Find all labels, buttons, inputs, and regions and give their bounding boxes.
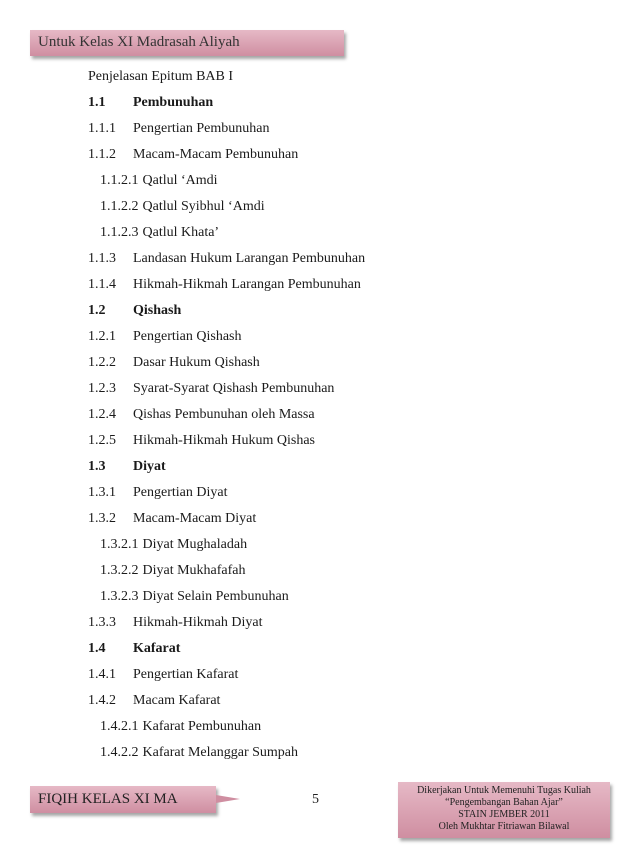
toc-item-number: 1.2.5 (88, 433, 116, 448)
toc-item (88, 272, 588, 298)
footer-credit-line: STAIN JEMBER 2011 (458, 809, 550, 820)
toc-item-number: 1.1.4 (88, 277, 116, 292)
toc-item-label: Qishas Pembunuhan oleh Massa (133, 407, 315, 422)
header-banner (30, 30, 344, 56)
toc-item-label: Qatlul Syibhul ‘Amdi (142, 199, 265, 214)
toc-intro-text: Penjelasan Epitum BAB I (88, 69, 234, 84)
toc-item-label: Kafarat Melanggar Sumpah (142, 745, 298, 760)
toc-item (88, 480, 588, 506)
toc-item (88, 376, 588, 402)
toc-item (88, 194, 588, 220)
toc-item-number: 1.2.2 (88, 355, 116, 370)
toc-item (88, 662, 588, 688)
toc-item-label: Kafarat (133, 641, 181, 656)
toc-item (88, 168, 588, 194)
toc-item (88, 506, 588, 532)
toc-item-number: 1.1.2.3 (100, 225, 139, 240)
toc-item (88, 402, 588, 428)
toc-item-label: Pembunuhan (133, 95, 214, 110)
toc-item-number: 1.3.2 (88, 511, 116, 526)
toc-item-label: Pengertian Kafarat (133, 667, 239, 682)
toc-item-label: Kafarat Pembunuhan (142, 719, 262, 734)
toc-item-number: 1.3.1 (88, 485, 116, 500)
toc-item-label: Pengertian Qishash (133, 329, 242, 344)
toc-item-number: 1.1 (88, 95, 106, 110)
toc-item (88, 350, 588, 376)
toc-item-number: 1.4.2 (88, 693, 116, 708)
toc-item-number: 1.1.2 (88, 147, 116, 162)
footer-course-label: FIQIH KELAS XI MA (38, 791, 178, 807)
toc-item-label: Dasar Hukum Qishash (133, 355, 260, 370)
toc-item-label: Diyat Mughaladah (142, 537, 248, 552)
toc-item (88, 714, 588, 740)
toc-item-label: Diyat (133, 459, 166, 474)
toc-item-number: 1.1.2.2 (100, 199, 139, 214)
toc-item-number: 1.1.1 (88, 121, 116, 136)
footer-credit-line: Dikerjakan Untuk Memenuhi Tugas Kuliah (417, 785, 591, 796)
toc-item-number: 1.4 (88, 641, 106, 656)
toc-item-number: 1.2.3 (88, 381, 116, 396)
toc-item (88, 428, 588, 454)
footer-credit-line: “Pengembangan Bahan Ajar” (445, 797, 563, 808)
toc-item (88, 324, 588, 350)
footer-credits-box (398, 782, 610, 838)
footer-credit-line: Oleh Mukhtar Fitriawan Bilawal (438, 821, 570, 832)
toc-item-label: Landasan Hukum Larangan Pembunuhan (133, 251, 366, 266)
toc-item (88, 220, 588, 246)
toc-item (88, 740, 588, 766)
toc-item-label: Qatlul Khata’ (142, 225, 220, 240)
toc-item-label: Hikmah-Hikmah Diyat (133, 615, 263, 630)
toc-item-number: 1.3.3 (88, 615, 116, 630)
toc-item (88, 90, 588, 116)
toc-item-number: 1.3.2.2 (100, 563, 139, 578)
toc-item-number: 1.2 (88, 303, 106, 318)
toc-item-label: Syarat-Syarat Qishash Pembunuhan (133, 381, 335, 396)
toc-item (88, 558, 588, 584)
toc-item (88, 246, 588, 272)
toc-item (88, 142, 588, 168)
toc-item-label: Pengertian Diyat (133, 485, 228, 500)
toc-item (88, 116, 588, 142)
toc-item (88, 688, 588, 714)
toc-item-label: Macam-Macam Pembunuhan (133, 147, 299, 162)
toc-item-number: 1.1.3 (88, 251, 116, 266)
footer-arrow-shape (216, 795, 240, 803)
footer-course-banner (30, 786, 216, 813)
toc-item-number: 1.1.2.1 (100, 173, 139, 188)
toc-item-label: Macam Kafarat (133, 693, 221, 708)
toc-item (88, 532, 588, 558)
toc-item-label: Qatlul ‘Amdi (142, 173, 218, 188)
toc-item-label: Diyat Selain Pembunuhan (142, 589, 289, 604)
toc-item (88, 584, 588, 610)
toc-item (88, 298, 588, 324)
toc-intro (88, 64, 588, 90)
toc-item-number: 1.4.2.2 (100, 745, 139, 760)
toc-item-number: 1.2.4 (88, 407, 116, 422)
toc-item-label: Pengertian Pembunuhan (133, 121, 270, 136)
toc-item-number: 1.3.2.3 (100, 589, 139, 604)
toc-item (88, 610, 588, 636)
toc-item-number: 1.4.1 (88, 667, 116, 682)
toc-item-number: 1.4.2.1 (100, 719, 139, 734)
toc-item-label: Macam-Macam Diyat (133, 511, 257, 526)
toc-list (88, 90, 588, 766)
toc-item-number: 1.3.2.1 (100, 537, 139, 552)
toc-item-number: 1.3 (88, 459, 106, 474)
toc-item-label: Diyat Mukhafafah (142, 563, 246, 578)
page-number: 5 (312, 792, 319, 807)
toc-item (88, 636, 588, 662)
header-title: Untuk Kelas XI Madrasah Aliyah (38, 34, 240, 50)
toc-item-label: Hikmah-Hikmah Larangan Pembunuhan (133, 277, 361, 292)
toc-item-label: Hikmah-Hikmah Hukum Qishas (133, 433, 315, 448)
toc-item (88, 454, 588, 480)
toc-item-number: 1.2.1 (88, 329, 116, 344)
table-of-contents (88, 64, 588, 766)
toc-item-label: Qishash (133, 303, 182, 318)
